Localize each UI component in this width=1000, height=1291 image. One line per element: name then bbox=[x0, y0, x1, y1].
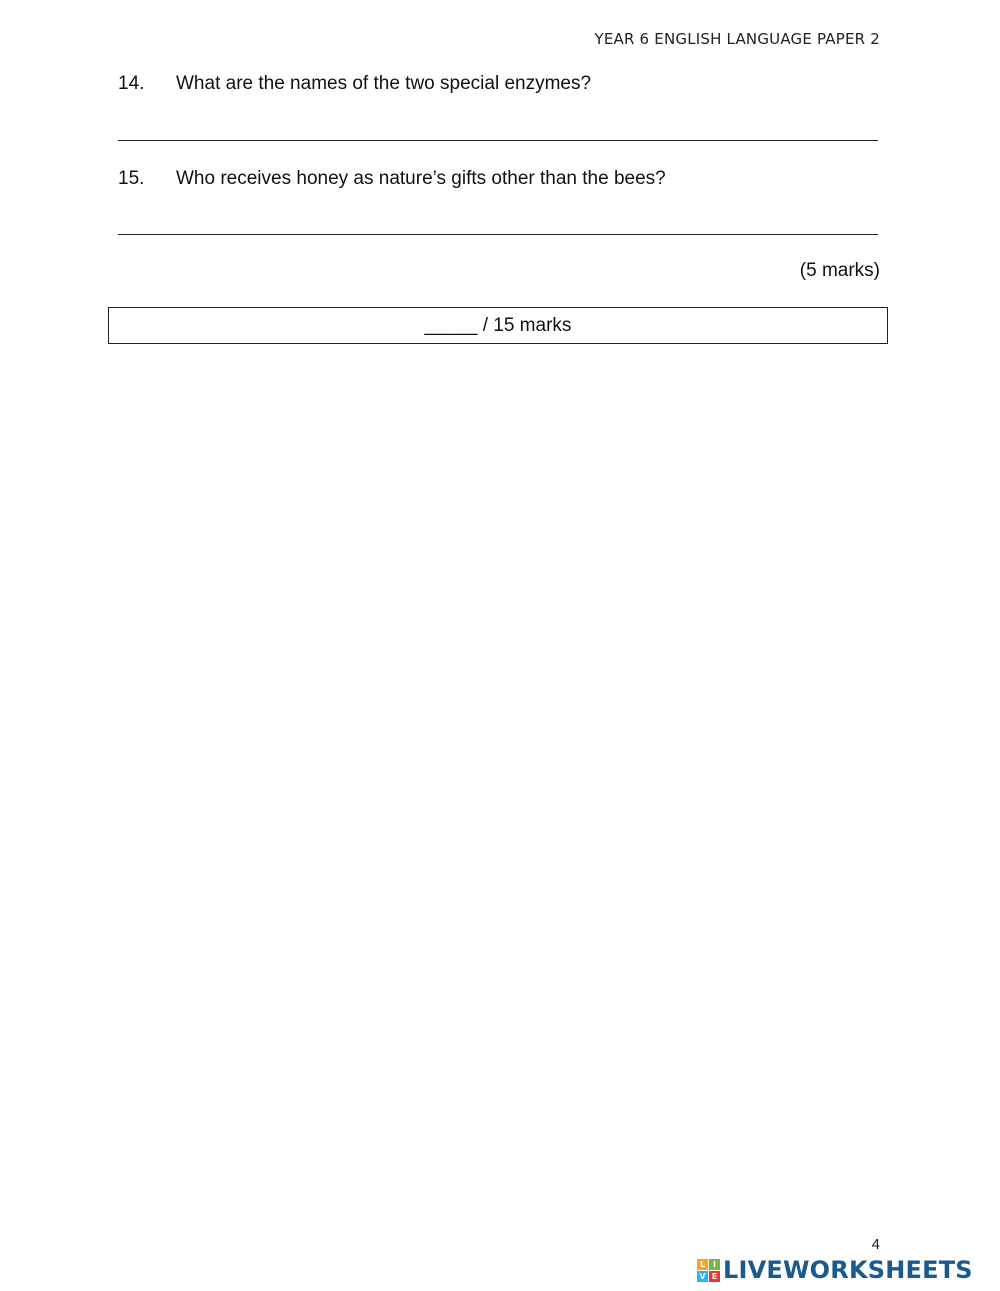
question-number: 14. bbox=[118, 73, 145, 94]
liveworksheets-logo-icon bbox=[697, 1259, 720, 1282]
page-number: 4 bbox=[871, 1236, 880, 1253]
question-number: 15. bbox=[118, 168, 145, 189]
score-text: _____ / 15 marks bbox=[424, 314, 572, 336]
question-14 bbox=[118, 73, 591, 95]
answer-input-14[interactable] bbox=[118, 112, 878, 138]
page-header-title: YEAR 6 ENGLISH LANGUAGE PAPER 2 bbox=[594, 30, 880, 48]
answer-input-15[interactable] bbox=[118, 206, 878, 232]
answer-line-15 bbox=[118, 234, 878, 235]
question-text: Who receives honey as nature’s gifts other than the bees? bbox=[176, 168, 666, 189]
question-text: What are the names of the two special enzymes? bbox=[176, 73, 592, 94]
brand-name: LIVEWORKSHEETS bbox=[723, 1256, 973, 1284]
logo-letter-l: L bbox=[697, 1259, 708, 1270]
logo-letter-i: I bbox=[709, 1259, 720, 1270]
liveworksheets-logo[interactable] bbox=[697, 1255, 973, 1285]
answer-line-14 bbox=[118, 140, 878, 141]
logo-letter-e: E bbox=[709, 1271, 720, 1282]
logo-letter-v: V bbox=[697, 1271, 708, 1282]
marks-label: (5 marks) bbox=[799, 260, 880, 281]
score-box bbox=[108, 307, 888, 344]
question-15 bbox=[118, 168, 666, 190]
